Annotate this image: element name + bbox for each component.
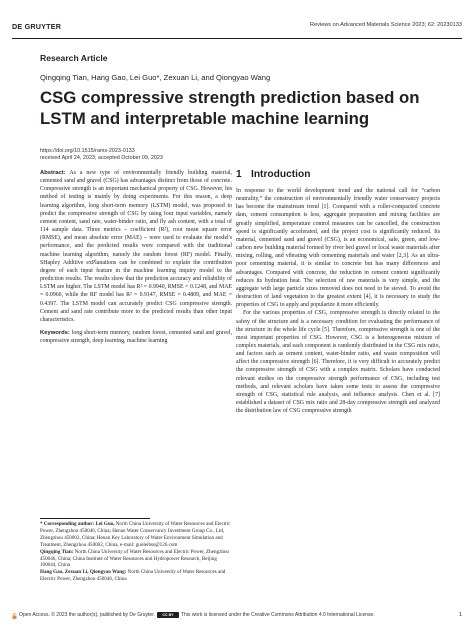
footnote-text: North China University of Water Resources and Electric Power, Zhengzhou 450046, China; Henan Water Conservancy Investment Group Co., Ltd, Zhengzhou 450002, China; Henan Key Laboratory of Water Environment Simulation and Treatment, Zhengzhou 450002, China, e-mail: guoleibss@126.com bbox=[40, 521, 231, 548]
keywords-text: long short-term memory, random forest, cemented sand and gravel, compressive strength, deep learning, machine learning bbox=[40, 329, 232, 345]
publisher-name: DE GRUYTER bbox=[12, 22, 62, 31]
license-text: This work is licensed under the Creative Commons Attribution 4.0 International License. bbox=[180, 612, 375, 618]
section-number: 1 bbox=[236, 169, 242, 180]
license-line bbox=[12, 612, 375, 618]
section-heading bbox=[236, 169, 440, 181]
journal-reference: Reviews on Advanced Materials Science 2023; 62: 20230133 bbox=[309, 22, 462, 28]
footnote-affiliation bbox=[40, 549, 232, 570]
header-rule bbox=[12, 38, 462, 39]
footnote-corresponding bbox=[40, 521, 232, 549]
page-number: 1 bbox=[458, 612, 462, 618]
intro-paragraph: For the various properties of CSG, compressive strength is directly related to the safety of the structure and is a necessary condition for evaluating the performance of the structure in the whole life cycle [5]. Therefore, compressive strength is one of the most important properties of CSG. However, CSG is a heterogeneous mixture of complex materials, and each component is randomly distributed in the CSG mix ratio, and factors such as cement content, water-binder ratio, and waste composition will affect the compressive strength [6]. Therefore, it is very difficult to accurately predict the compressive strength of CSG with a complex matrix. Scholars have conducted relevant studies on the compressive strength performance of CSG, including test methods, and relevant scholars have taken some tests to assess the compressive strength of CSG, statistical rule analysis, and influence analysis. Chen et al. [7] established a dataset of CSG mix ratio and 28-day compressive strength and analyzed the distribution law of CSG compressive strength bbox=[236, 310, 440, 415]
author-list: Qingqing Tian, Hang Gao, Lei Guo*, Zexuan Li, and Qiongyao Wang bbox=[40, 73, 271, 82]
footnote-text: North China University of Water Resources and Electric Power, Zhengzhou 450046, China bbox=[40, 569, 226, 583]
right-column bbox=[236, 169, 440, 415]
footnote-text: North China University of Water Resources and Electric Power, Zhengzhou 450046, China; China Institute of Water Resources and Hydropower Research, Beijing 100044, China bbox=[40, 548, 229, 569]
intro-paragraph: In response to the world development trend and the national call for “carbon neutrality,” the construction of environmentally friendly water conservancy projects has become the mainstream trend [1]. Compared with a roller-compacted concrete dam, cement consumption is less, aggregate preparation and mixing facilities are greatly simplified, temperature control measures can be cancelled, the construction speed is significantly accelerated, and the project cost is significantly reduced. Its material, cemented sand and gravel (CSG), is an economical, safe, green, and low-carbon new building material formed by river bed gravel or local waste materials after mixing, rolling, and vibrating with cementing materials and water [2,3]. As an ultra-poor cementing material, it is similar to concrete but has many differences and advantages. Compared with concrete, the reduction in cement content significantly reduces its hydration heat. The selection of raw materials is very simple, and the aggregate with large particle sizes removed does not need to be sieved. To avoid the destruction of land vegetation to the greatest extent [4], it is necessary to study the properties of CSG to apply and popularize it more efficiently. bbox=[236, 188, 440, 309]
footnote-label: Qingqing Tian: bbox=[40, 548, 74, 555]
section-title: Introduction bbox=[251, 169, 311, 180]
abstract-text: As a new type of environmentally friendly building material, cemented sand and gravel (CSG) has advantages distinct from those of concrete. Compressive strength is an important mechanical property of CSG. However, his method of testing is mainly by doing experiments. For this reason, a deep learning algorithm, long short-term memory (LSTM) model, was proposed to predict the compressive strength of CSG by using four input variables, namely cement content, sand rate, water-binder ratio, and fly ash content, with a total of 114 sample data. Three metrics – coefficient (R²), root mean square error (RMSE), and mean absolute error (MAE) – were used to evaluate the model's performance, and the predicted results were compared with the traditional machine learning algorithm, namely the random forest (RF) model. Finally, SHapley Additive exPlanations can be combined to explain the contribution degree of each input feature in the machine learning inquiry model to the prediction results. The results show that the prediction accuracy and reliability of LSTM are higher. The LSTM model has R² = 0.9940, RMSE = 0.1248, and MAE = 0.0960, while the RF model has R² = 0.9147, RMSE = 0.4809, and MAE = 0.4397. The LSTM model can accurately predict CSG compressive strength. Cement and sand rate contribute more to the predicted results than other input characteristics. bbox=[40, 170, 232, 323]
abstract-label: Abstract: bbox=[40, 170, 66, 176]
page-header bbox=[12, 22, 462, 32]
cc-by-license-icon[interactable]: CC BY bbox=[157, 612, 179, 618]
footnote-label: Hang Gao, Zexuan Li, Qiongyao Wang: bbox=[40, 569, 127, 576]
keywords bbox=[40, 329, 232, 345]
article-type: Research Article bbox=[40, 53, 108, 63]
article-meta bbox=[40, 148, 163, 163]
left-column bbox=[40, 169, 232, 345]
keywords-label: Keywords: bbox=[40, 329, 70, 336]
abstract bbox=[40, 169, 232, 324]
footnote-rule bbox=[40, 518, 150, 519]
footnote-affiliation bbox=[40, 569, 232, 583]
open-access-lock-icon bbox=[12, 613, 17, 618]
article-title: CSG compressive strength prediction based on LSTM and interpretable machine learning bbox=[40, 88, 420, 128]
author-footnotes bbox=[40, 521, 232, 583]
received-accepted-dates: received April 24, 2023; accepted October 09, 2023 bbox=[40, 155, 163, 162]
open-access-notice: Open Access. © 2023 the author(s), published by De Gruyter. bbox=[19, 612, 155, 618]
page-footer bbox=[12, 612, 462, 622]
footnote-label: * Corresponding author: Lei Guo, bbox=[40, 521, 115, 527]
doi-link[interactable]: https://doi.org/10.1515/rams-2023-0133 bbox=[40, 148, 135, 154]
